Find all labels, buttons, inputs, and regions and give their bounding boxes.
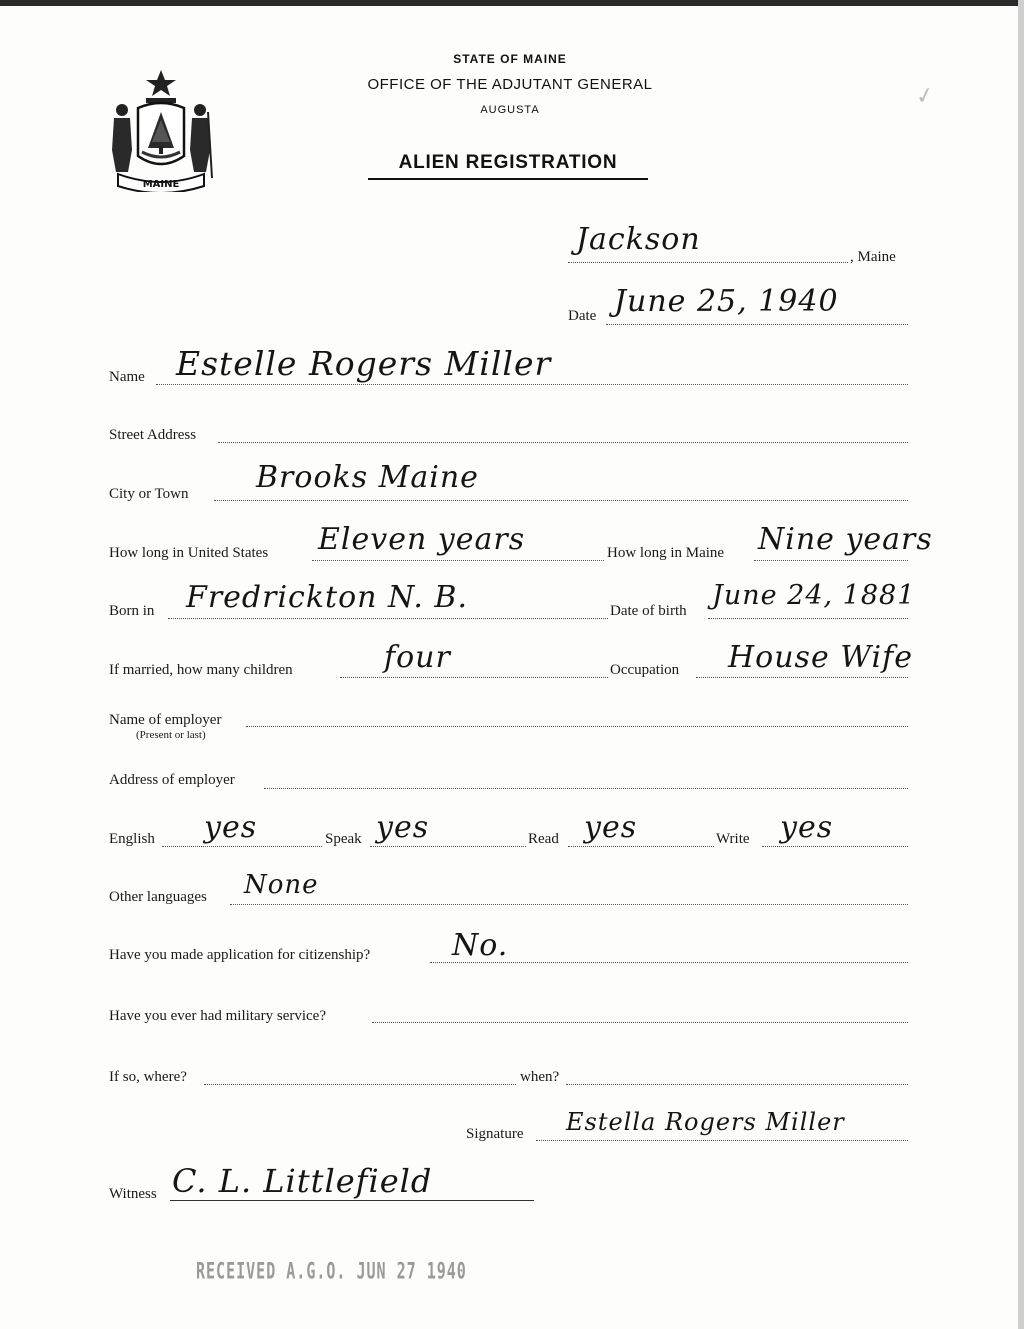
other-languages-label: Other languages [109,889,207,905]
title-underline [368,178,648,180]
scan-edge-right [1018,0,1024,1329]
state-seal-icon [108,68,214,192]
occupation-value[interactable]: House Wife [728,640,913,675]
english-label: English [109,831,155,847]
citizenship-label: Have you made application for citizenship? [109,947,371,963]
date-of-birth-line [708,618,908,619]
header-office: OFFICE OF THE ADJUTANT GENERAL [367,76,653,93]
signature-value[interactable]: Estella Rogers Miller [566,1108,845,1136]
write-line [762,846,908,847]
children-label: If married, how many children [109,662,293,678]
employer-name-line [246,726,908,727]
header-city: AUGUSTA [480,104,540,116]
other-languages-line [230,904,908,905]
children-line [340,677,608,678]
signature-line [536,1140,908,1141]
write-label: Write [716,831,750,847]
occupation-line [696,677,908,678]
speak-line [370,846,526,847]
when-line [566,1084,908,1085]
signature-label: Signature [466,1126,524,1142]
page-title: ALIEN REGISTRATION [398,152,618,173]
military-label: Have you ever had military service? [109,1008,326,1024]
speak-value[interactable]: yes [376,810,430,845]
military-line [372,1022,908,1023]
check-mark-icon: ✓ [913,82,937,111]
born-in-line [168,618,608,619]
date-of-birth-label: Date of birth [610,603,687,619]
years-us-value[interactable]: Eleven years [318,522,526,557]
street-address-line [218,442,908,443]
years-us-line [312,560,604,561]
date-value[interactable]: June 25, 1940 [614,284,839,319]
read-label: Read [528,831,559,847]
employer-address-label: Address of employer [109,772,235,788]
name-line [156,384,908,385]
where-line [204,1084,516,1085]
city-town-label: City or Town [109,486,189,502]
date-label: Date [568,308,597,324]
employer-name-sublabel: (Present or last) [136,729,206,741]
town-line [568,262,848,263]
scan-edge-top [0,0,1024,6]
children-value[interactable]: four [384,640,451,675]
citizenship-value[interactable]: No. [452,928,509,963]
employer-address-line [264,788,908,789]
years-maine-value[interactable]: Nine years [758,522,933,557]
town-suffix: , Maine [850,249,896,265]
years-maine-label: How long in Maine [607,545,725,561]
write-value[interactable]: yes [780,810,834,845]
when-label: when? [520,1069,560,1085]
read-value[interactable]: yes [584,810,638,845]
city-town-value[interactable]: Brooks Maine [256,460,479,495]
speak-label: Speak [325,831,362,847]
employer-name-label: Name of employer [109,712,222,728]
other-languages-value[interactable]: None [244,870,319,900]
town-value[interactable]: Jackson [576,222,701,257]
city-town-line [214,500,908,501]
date-of-birth-value[interactable]: June 24, 1881 [712,580,916,611]
english-line [162,846,322,847]
name-label: Name [109,369,145,385]
date-line [606,324,908,325]
header-state: STATE OF MAINE [453,52,567,66]
street-address-label: Street Address [109,427,197,443]
years-us-label: How long in United States [109,545,269,561]
read-line [568,846,714,847]
witness-value[interactable]: C. L. Littlefield [172,1162,433,1200]
svg-text:MAINE: MAINE [142,179,180,190]
born-in-label: Born in [109,603,155,619]
received-stamp: RECEIVED A.G.O. JUN 27 1940 [196,1257,467,1285]
witness-line [170,1200,534,1201]
where-label: If so, where? [109,1069,187,1085]
witness-label: Witness [109,1186,157,1202]
occupation-label: Occupation [610,662,680,678]
years-maine-line [754,560,908,561]
english-value[interactable]: yes [204,810,258,845]
name-value[interactable]: Estelle Rogers Miller [176,344,552,383]
born-in-value[interactable]: Fredrickton N. B. [186,580,468,615]
